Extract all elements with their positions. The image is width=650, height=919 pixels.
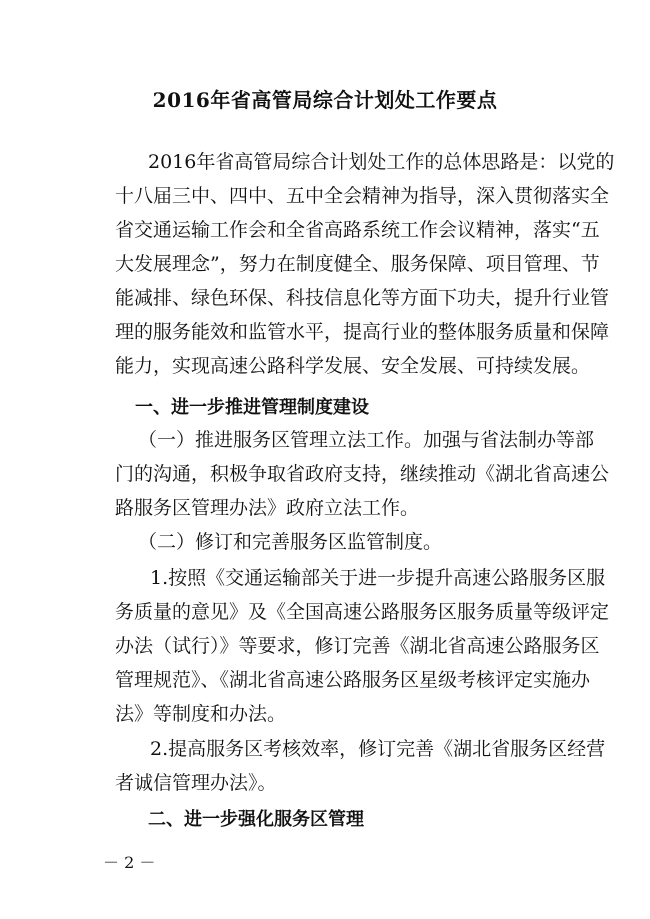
intro-line: 大发展理念”，努力在制度健全、服务保障、项目管理、节	[115, 253, 600, 275]
item-line: （一）推进服务区管理立法工作。加强与省法制办等部	[138, 429, 595, 451]
point-line: 务质量的意见》及《全国高速公路服务区服务质量等级评定	[115, 601, 610, 623]
intro-line: 2016年省高管局综合计划处工作的总体思路是：以党的	[148, 151, 615, 173]
point-line: 办法（试行）》等要求，修订完善《湖北省高速公路服务区	[115, 635, 600, 657]
section-heading: 二、进一步强化服务区管理	[148, 809, 364, 830]
document-title: 2016年省高管局综合计划处工作要点	[152, 88, 498, 112]
point-line: 法》等制度和办法。	[115, 703, 287, 725]
section-heading: 一、进一步推进管理制度建设	[135, 397, 369, 418]
point-line: 者诚信管理办法》。	[115, 772, 277, 794]
point-line: 管理规范》、《湖北省高速公路服务区星级考核评定实施办	[115, 669, 591, 691]
intro-line: 省交通运输工作会和全省高路系统工作会议精神，落实“五	[115, 219, 600, 241]
item-line: 门的沟通，积极争取省政府支持，继续推动《湖北省高速公	[115, 463, 610, 485]
point-line: 1.按照《交通运输部关于进一步提升高速公路服务区服	[150, 567, 606, 589]
intro-line: 理的服务能效和监管水平，提高行业的整体服务质量和保障	[115, 321, 610, 343]
intro-line: 能减排、绿色环保、科技信息化等方面下功夫，提升行业管	[115, 287, 610, 309]
intro-line: 能力，实现高速公路科学发展、安全发展、可持续发展。	[115, 355, 591, 377]
item-line: 路服务区管理办法》政府立法工作。	[115, 497, 420, 519]
page-number: － 2 －	[103, 853, 156, 872]
point-line: 2.提高服务区考核效率，修订完善《湖北省服务区经营	[150, 738, 606, 760]
intro-line: 十八届三中、四中、五中全会精神为指导，深入贯彻落实全	[115, 185, 610, 207]
item-line: （二）修订和完善服务区监管制度。	[138, 531, 443, 553]
